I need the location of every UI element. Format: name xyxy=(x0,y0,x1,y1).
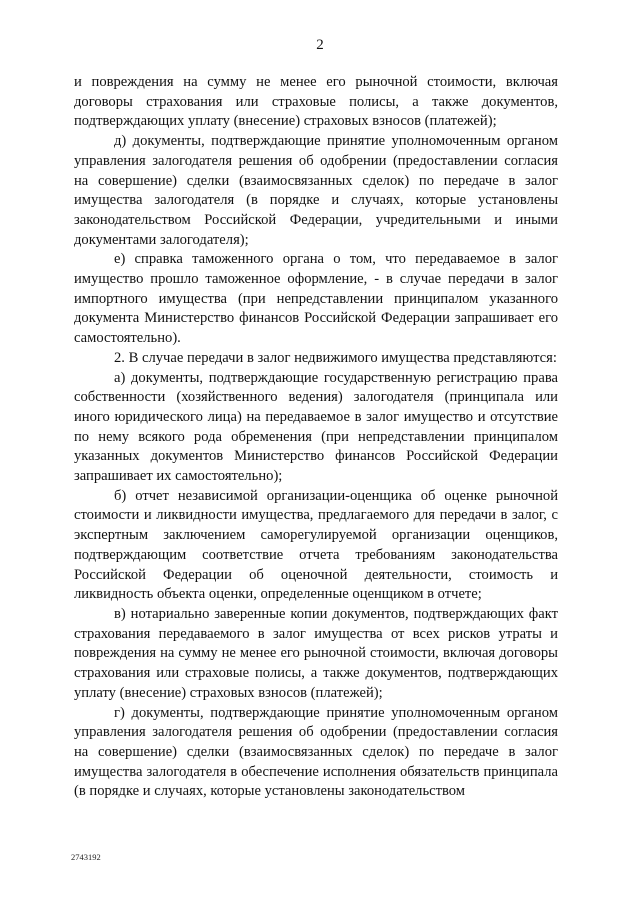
page-number: 2 xyxy=(316,37,324,53)
paragraph-continuation: и повреждения на сумму не менее его рыночной стоимости, включая договоры страхования или страховые полисы, а также документов, подтверждающих уплату (внесение) страховых взносов (платежей); xyxy=(74,74,558,130)
paragraph-item-a: а) документы, подтверждающие государственную регистрацию права собственности (хозяйственного ведения) залогодателя (принципала или иного юридического лица) на передаваемое в залог имущество и отсутствие по нему всякого рода обременения (при непредставлении принципалом указанных документов Министерство финансов Российской Федерации запрашивает их самостоятельно); xyxy=(74,369,558,485)
paragraph-item-e: е) справка таможенного органа о том, что передаваемое в залог имущество прошло таможенное оформление, - в случае передачи в залог импортного имущества (при непредставлении принципалом указанного документа Министерство финансов Российской Федерации запрашивает его самостоятельно). xyxy=(74,251,558,347)
paragraph-section-2: 2. В случае передачи в залог недвижимого имущества представляются: xyxy=(114,349,557,366)
paragraph-item-d: д) документы, подтверждающие принятие уполномоченным органом управления залогодателя решения об одобрении (предоставлении согласия на совершение) сделки (взаимосвязанных сделок) по передаче в залог имущества залогодателя (в порядке и случаях, которые установлены законодательством Российской Федерации, учредительными и иными документами залогодателя); xyxy=(74,133,558,248)
paragraph-item-g: г) документы, подтверждающие принятие уполномоченным органом управления залогодателя решения об одобрении (предоставлении согласия на совершение) сделки (взаимосвязанных сделок) по передаче в залог имущества залогодателя в обеспечение исполнения обязательств принципала (в порядке и случаях, которые установлены законодательством xyxy=(74,704,558,800)
document-code: 2743192 xyxy=(71,852,101,862)
paragraph-item-v: в) нотариально заверенные копии документов, подтверждающих факт страхования передаваемого в залог имущества от всех рисков утраты и повреждения на сумму не менее его рыночной стоимости, включая договоры страхования или страховые полисы, а также документов, подтверждающих уплату (внесение) страховых взносов (платежей); xyxy=(74,605,558,701)
paragraph-item-b: б) отчет независимой организации-оценщика об оценке рыночной стоимости и ликвидности имущества, предлагаемого для передачи в залог, с экспертным заключением саморегулируемой организации оценщиков, подтверждающим соответствие отчета требованиям законодательства Российской Федерации об оценочной деятельности, стоимость и ликвидность объекта оценки, определенные оценщиком в отчете; xyxy=(74,487,558,603)
document-body xyxy=(74,73,558,802)
